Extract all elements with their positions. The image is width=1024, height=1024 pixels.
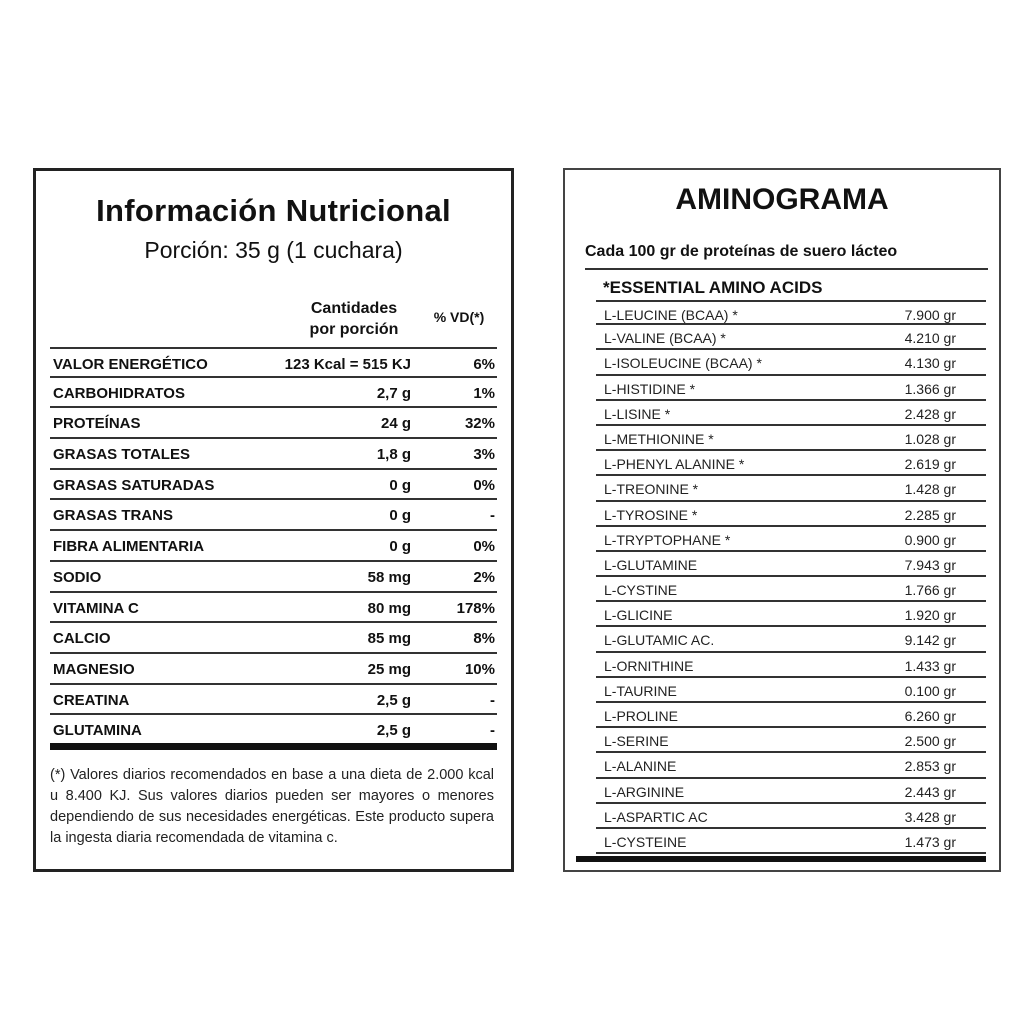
amino-acid-value: 1.473 gr [904, 833, 956, 850]
nutrient-amount: 58 mg [367, 568, 411, 586]
table-end-rule [576, 856, 986, 862]
nutrient-row [50, 347, 497, 378]
aminogram-table [596, 300, 986, 854]
nutrient-name: CREATINA [53, 691, 130, 709]
nutrient-row [50, 439, 497, 470]
amino-acid-name: L-TYROSINE * [604, 506, 698, 523]
nutrient-row [50, 378, 497, 409]
nutrient-name: CARBOHIDRATOS [53, 384, 185, 402]
amino-acid-value: 2.428 gr [904, 405, 956, 422]
nutrient-vd: 0% [473, 538, 495, 556]
nutrient-name: FIBRA ALIMENTARIA [53, 538, 205, 556]
nutrient-amount: 0 g [389, 507, 411, 525]
amino-acid-row [596, 602, 986, 627]
amino-acid-row [596, 451, 986, 476]
amino-acid-value: 0.100 gr [904, 682, 956, 699]
amount-column-header [284, 298, 424, 340]
nutrient-row [50, 500, 497, 531]
aminogram-panel [563, 168, 1001, 872]
amino-acid-name: L-GLUTAMINE [604, 556, 698, 573]
amino-acid-value: 1.766 gr [904, 582, 956, 599]
nutrient-vd: 10% [464, 660, 495, 678]
amino-acid-name: L-PROLINE [604, 708, 678, 724]
amino-acid-name: L-ISOLEUCINE (BCAA) * [604, 355, 762, 372]
nutrient-vd: 2% [473, 568, 495, 586]
nutrient-row [50, 562, 497, 593]
amino-acid-value: 2.500 gr [904, 733, 956, 750]
amino-acid-name: L-ALANINE [604, 758, 677, 775]
nutrient-vd: 0% [473, 476, 495, 494]
nutrient-amount: 2,5 g [376, 722, 411, 740]
amino-acid-row [596, 804, 986, 829]
nutrition-table [50, 347, 497, 746]
amino-acid-value: 2.619 gr [904, 456, 956, 473]
nutrient-vd: - [490, 722, 495, 740]
amino-acid-name: L-METHIONINE * [604, 430, 714, 447]
amino-acid-value: 1.028 gr [904, 430, 956, 447]
amino-acid-name: L-LISINE * [604, 405, 671, 422]
amino-acid-row [596, 779, 986, 804]
amino-acid-row [596, 728, 986, 753]
amino-acid-row [596, 350, 986, 375]
nutrient-name: PROTEÍNAS [53, 415, 141, 433]
amount-header-line2: por porción [309, 321, 399, 338]
amino-acid-name: L-VALINE (BCAA) * [604, 330, 726, 347]
footnote: (*) Valores diarios recomendados en base a una dieta de 2.000 kcal u 8.400 KJ. Sus valores diarios pueden ser mayores o menores dependiendo de sus necesidades energéticas. Este producto supera la ingesta diaria recomendada de vitamina c. [50, 767, 494, 846]
header-rule [585, 268, 988, 270]
amino-acid-row [596, 678, 986, 703]
nutrient-amount: 85 mg [367, 630, 411, 648]
nutrient-vd: 8% [473, 630, 495, 648]
nutrient-row [50, 470, 497, 501]
amino-acid-name: L-ARGININE [604, 783, 685, 800]
amino-acid-name: L-PHENYL ALANINE * [604, 456, 745, 473]
nutrient-amount: 123 Kcal = 515 KJ [284, 356, 411, 373]
amino-acid-value: 6.260 gr [904, 708, 956, 724]
amino-acid-name: L-ASPARTIC AC [604, 808, 708, 825]
amino-acid-value: 7.900 gr [904, 307, 956, 323]
amino-acid-value: 1.366 gr [904, 380, 956, 397]
nutrient-row [50, 623, 497, 654]
vd-column-header: % VD(*) [433, 309, 485, 325]
amino-acid-name: L-CYSTEINE [604, 833, 687, 850]
amino-acid-value: 7.943 gr [904, 556, 956, 573]
amino-acid-value: 2.285 gr [904, 506, 956, 523]
nutrition-title: Información Nutricional [96, 193, 451, 228]
amino-acid-value: 9.142 gr [904, 632, 956, 649]
amino-acid-value: 3.428 gr [904, 808, 956, 825]
nutrition-facts-panel [33, 168, 514, 872]
nutrient-name: VALOR ENERGÉTICO [53, 356, 208, 373]
amino-acid-row [596, 376, 986, 401]
amino-acid-row [596, 753, 986, 778]
nutrient-name: MAGNESIO [53, 660, 135, 678]
amino-acid-value: 1.920 gr [904, 607, 956, 624]
nutrient-name: CALCIO [53, 630, 111, 648]
amino-acid-name: L-GLICINE [604, 607, 673, 624]
amino-acid-row [596, 300, 986, 325]
amino-acid-row [596, 577, 986, 602]
nutrient-amount: 2,7 g [376, 384, 411, 402]
nutrient-name: GRASAS TOTALES [53, 446, 190, 464]
nutrient-row [50, 715, 497, 746]
amino-acid-row [596, 653, 986, 678]
nutrient-amount: 1,8 g [376, 446, 411, 464]
aminogram-title: AMINOGRAMA [675, 183, 889, 216]
amino-acid-name: L-TRYPTOPHANE * [604, 531, 731, 548]
amino-acid-value: 2.853 gr [904, 758, 956, 775]
amino-acid-row [596, 476, 986, 501]
amino-acid-name: L-CYSTINE [604, 582, 678, 599]
amino-acid-row [596, 829, 986, 854]
nutrient-amount: 2,5 g [376, 691, 411, 709]
amino-acid-value: 1.428 gr [904, 481, 956, 498]
amino-acid-row [596, 627, 986, 652]
amino-acid-name: L-LEUCINE (BCAA) * [604, 307, 738, 323]
portion-size: Porción: 35 g (1 cuchara) [144, 237, 403, 263]
nutrient-name: GLUTAMINA [53, 722, 142, 740]
amino-acid-row [596, 325, 986, 350]
nutrient-row [50, 685, 497, 716]
amino-acid-name: L-TAURINE [604, 682, 677, 699]
nutrient-vd: - [490, 507, 495, 525]
amino-acid-name: L-ORNITHINE [604, 657, 694, 674]
amino-acid-row [596, 426, 986, 451]
aminogram-subtitle: Cada 100 gr de proteínas de suero lácteo [585, 243, 898, 260]
nutrient-vd: 32% [464, 415, 495, 433]
amino-acid-name: L-GLUTAMIC AC. [604, 632, 715, 649]
nutrient-name: GRASAS SATURADAS [53, 476, 215, 494]
amino-acid-value: 2.443 gr [904, 783, 956, 800]
amino-acid-name: L-SERINE [604, 733, 669, 750]
nutrient-vd: 178% [456, 599, 495, 617]
amino-acid-value: 0.900 gr [904, 531, 956, 548]
amino-acid-value: 4.210 gr [904, 330, 956, 347]
amount-header-line1: Cantidades [310, 300, 398, 317]
amino-acid-value: 4.130 gr [904, 355, 956, 372]
amino-acid-row [596, 552, 986, 577]
nutrient-amount: 80 mg [367, 599, 411, 617]
nutrient-vd: 6% [473, 356, 495, 373]
nutrient-row [50, 408, 497, 439]
amino-acid-row [596, 502, 986, 527]
amino-acid-row [596, 527, 986, 552]
amino-acid-row [596, 401, 986, 426]
nutrient-name: GRASAS TRANS [53, 507, 174, 525]
nutrient-row [50, 531, 497, 562]
essential-amino-acids-header: *ESSENTIAL AMINO ACIDS [603, 278, 823, 297]
nutrient-amount: 0 g [389, 476, 411, 494]
amino-acid-name: L-TREONINE * [604, 481, 699, 498]
nutrient-vd: 1% [473, 384, 495, 402]
nutrient-amount: 25 mg [367, 660, 411, 678]
nutrient-vd: 3% [473, 446, 495, 464]
table-end-rule [50, 743, 497, 750]
nutrient-row [50, 593, 497, 624]
nutrient-row [50, 654, 497, 685]
nutrient-name: VITAMINA C [53, 599, 139, 617]
amino-acid-row [596, 703, 986, 728]
nutrient-amount: 24 g [380, 415, 411, 433]
amino-acid-name: L-HISTIDINE * [604, 380, 696, 397]
nutrient-vd: - [490, 691, 495, 709]
amino-acid-value: 1.433 gr [904, 657, 956, 674]
nutrient-amount: 0 g [389, 538, 411, 556]
nutrient-name: SODIO [53, 568, 102, 586]
